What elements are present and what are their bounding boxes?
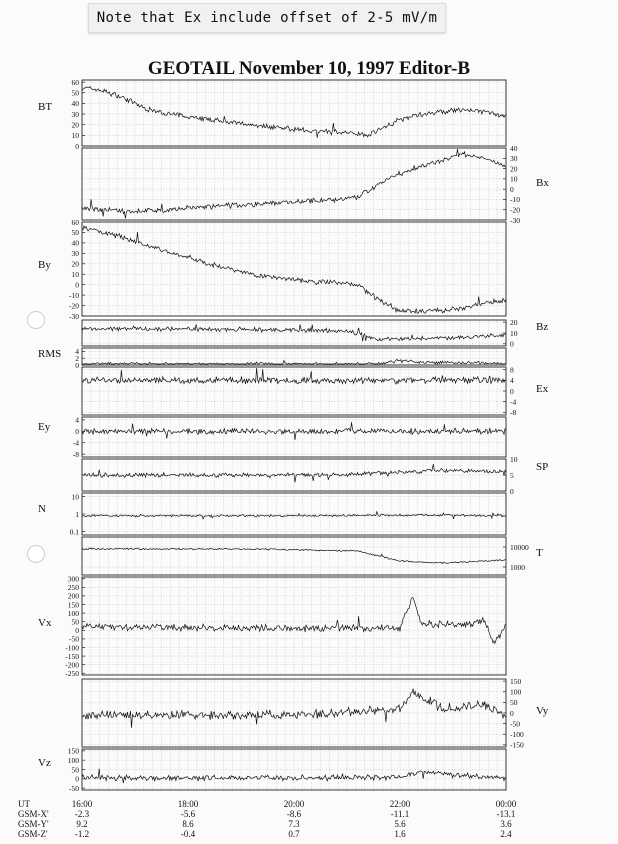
y-tick-label: -8 — [72, 449, 79, 459]
panel-label-sp: SP — [536, 461, 549, 473]
y-tick-label: 10 — [510, 328, 518, 338]
offset-note: Note that Ex include offset of 2-5 mV/m — [88, 3, 446, 33]
panel-frame-by — [82, 222, 506, 316]
y-tick-label: 0 — [75, 626, 79, 636]
panel-label-t: T — [536, 547, 543, 559]
y-tick-label: 1 — [75, 509, 79, 519]
panel-label-ey: Ey — [38, 421, 51, 433]
y-tick-label: 0 — [75, 427, 79, 437]
footer-value: -2.3 — [74, 809, 90, 819]
x-tick-label: 22:00 — [389, 799, 411, 809]
y-tick-label: -8 — [510, 408, 517, 418]
y-tick-label: 150 — [67, 746, 79, 756]
footer-value: 8.6 — [182, 819, 194, 829]
y-tick-label: 10 — [71, 270, 79, 280]
footer-row-label: GSM-Z' — [18, 829, 48, 839]
footer-value: -1.2 — [74, 829, 90, 839]
y-tick-label: 40 — [510, 143, 518, 153]
panel-label-bx: Bx — [536, 177, 549, 189]
y-tick-label: 150 — [67, 600, 79, 610]
y-tick-label: -10 — [69, 290, 79, 300]
y-tick-label: 100 — [510, 687, 522, 697]
y-tick-label: 5 — [510, 470, 514, 480]
y-tick-label: 4 — [75, 347, 79, 357]
footer-row-label: GSM-Y' — [18, 819, 49, 829]
x-tick-label: 16:00 — [71, 799, 93, 809]
y-tick-label: -20 — [69, 301, 79, 311]
y-tick-label: 0 — [510, 386, 514, 396]
y-tick-label: -100 — [510, 730, 524, 740]
footer-value: -13.1 — [496, 809, 516, 819]
panel-label-vx: Vx — [38, 617, 52, 629]
y-tick-label: 250 — [67, 583, 79, 593]
panel-label-bt: BT — [38, 101, 53, 113]
y-tick-label: 20 — [510, 164, 518, 174]
footer-value: 3.6 — [500, 819, 512, 829]
panel-label-by: By — [38, 259, 51, 271]
y-tick-label: 30 — [71, 249, 79, 259]
y-tick-label: -50 — [69, 783, 79, 793]
y-tick-label: 1000 — [510, 562, 525, 572]
y-tick-label: -30 — [69, 311, 79, 321]
y-tick-label: 2 — [75, 354, 79, 363]
y-tick-label: 4 — [75, 415, 79, 425]
y-tick-label: 200 — [67, 591, 79, 601]
y-tick-label: 30 — [510, 154, 518, 164]
y-tick-label: 50 — [71, 765, 79, 775]
footer-value: 2.4 — [500, 829, 512, 839]
y-tick-label: 0 — [75, 141, 79, 151]
y-tick-label: 40 — [71, 238, 79, 248]
y-tick-label: 10 — [71, 492, 79, 502]
panel-label-ex: Ex — [536, 383, 549, 395]
y-tick-label: -150 — [510, 740, 524, 750]
panel-label-n: N — [38, 503, 46, 515]
footer-value: 5.6 — [394, 819, 406, 829]
y-tick-label: 20 — [510, 317, 518, 327]
series-line-sp — [82, 464, 506, 482]
y-tick-label: 0 — [75, 280, 79, 290]
y-tick-label: 50 — [71, 228, 79, 238]
footer-value: -5.6 — [180, 809, 196, 819]
series-line-bx — [82, 149, 506, 218]
y-tick-label: 0 — [75, 360, 79, 370]
x-tick-label: 00:00 — [495, 799, 517, 809]
panel-label-vy: Vy — [536, 705, 549, 717]
y-tick-label: 100 — [67, 608, 79, 618]
footer-value: 1.6 — [394, 829, 406, 839]
footer-row-label: UT — [18, 799, 30, 809]
y-tick-label: -4 — [72, 438, 79, 448]
footer-value: 7.3 — [288, 819, 300, 829]
y-tick-label: 60 — [71, 217, 79, 227]
x-tick-label: 20:00 — [283, 799, 305, 809]
y-tick-label: 0 — [75, 774, 79, 784]
chart-title: GEOTAIL November 10, 1997 Editor-B — [147, 58, 471, 79]
y-tick-label: -50 — [510, 719, 520, 729]
y-tick-label: 150 — [510, 676, 522, 686]
panel-frame-rms — [82, 348, 506, 365]
footer-value: -8.6 — [286, 809, 302, 819]
y-tick-label: 0 — [510, 486, 514, 496]
y-tick-label: 40 — [71, 99, 79, 109]
panel-label-vz: Vz — [38, 757, 51, 769]
panel-label-rms: RMS — [38, 348, 62, 360]
y-tick-label: -200 — [65, 660, 79, 670]
footer-value: -0.4 — [180, 829, 196, 839]
footer-row-label: GSM-X' — [18, 809, 49, 819]
y-tick-label: 50 — [71, 88, 79, 98]
y-tick-label: -50 — [69, 634, 79, 644]
y-tick-label: -30 — [510, 215, 520, 225]
y-tick-label: -100 — [65, 643, 79, 653]
y-tick-label: 0 — [510, 708, 514, 718]
y-tick-label: 10 — [510, 174, 518, 184]
y-tick-label: 60 — [71, 77, 79, 87]
footer-value: 0.7 — [288, 829, 300, 839]
y-tick-label: -250 — [65, 669, 79, 679]
y-tick-label: -150 — [65, 651, 79, 661]
y-tick-label: 30 — [71, 109, 79, 119]
y-tick-label: 20 — [71, 120, 79, 130]
y-tick-label: 0.1 — [69, 527, 79, 537]
footer-value: 9.2 — [76, 819, 88, 829]
y-tick-label: 20 — [71, 259, 79, 269]
y-tick-label: 10 — [510, 454, 518, 464]
y-tick-label: -4 — [510, 397, 517, 407]
y-tick-label: 8 — [510, 365, 514, 375]
y-tick-label: 50 — [71, 617, 79, 627]
panel-label-bz: Bz — [536, 321, 549, 333]
y-tick-label: 4 — [510, 376, 514, 386]
y-tick-label: 300 — [67, 574, 79, 584]
y-tick-label: 10000 — [510, 542, 529, 552]
y-tick-label: 100 — [67, 755, 79, 765]
x-tick-label: 18:00 — [177, 799, 199, 809]
series-line-bt — [82, 87, 506, 138]
y-tick-label: 0 — [510, 184, 514, 194]
y-tick-label: -10 — [510, 195, 520, 205]
y-tick-label: 50 — [510, 698, 518, 708]
series-line-ey — [82, 422, 506, 440]
footer-value: -11.1 — [390, 809, 410, 819]
y-tick-label: 0 — [510, 339, 514, 349]
y-tick-label: -20 — [510, 205, 520, 215]
y-tick-label: 10 — [71, 131, 79, 141]
